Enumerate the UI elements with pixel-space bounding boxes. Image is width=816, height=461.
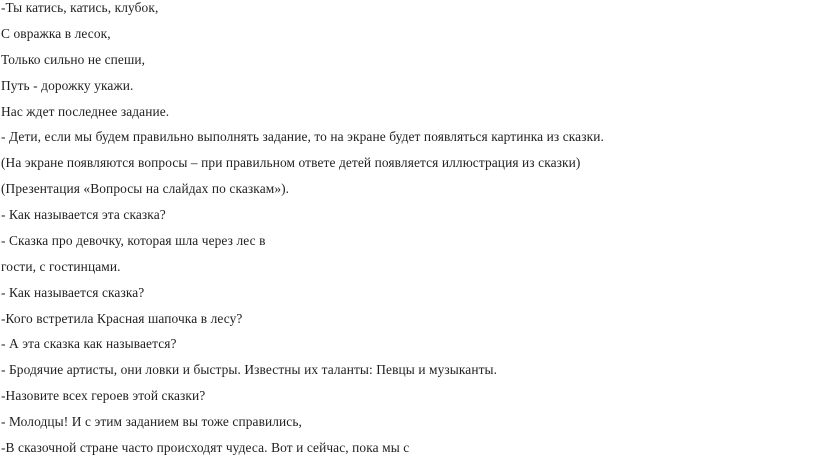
text-line: -В сказочной стране часто происходят чудеса. Вот и сейчас, пока мы с (1, 439, 410, 455)
text-line: Только сильно не спеши, (1, 51, 146, 67)
text-line: - Дети, если мы будем правильно выполнять задание, то на экране будет появляться картинка из сказки. (1, 129, 604, 145)
text-line: - Как называется сказка? (1, 284, 145, 300)
text-line: - А эта сказка как называется? (1, 336, 177, 352)
text-line: -Назовите всех героев этой сказки? (1, 388, 206, 404)
text-line: -Ты катись, катись, клубок, (1, 0, 159, 15)
text-line: - Молодцы! И с этим заданием вы тоже справились, (1, 414, 303, 429)
text-line: (Презентация «Вопросы на слайдах по сказкам»). (1, 181, 290, 197)
text-line: - Бродячие артисты, они ловки и быстры. Известны их таланты: Певцы и музыканты. (1, 362, 498, 378)
text-line: - Сказка про девочку, которая шла через лес в (1, 232, 266, 248)
text-line: С овражка в лесок, (1, 25, 111, 41)
text-line: Нас ждет последнее задание. (1, 103, 170, 119)
text-line: (На экране появляются вопросы – при правильном ответе детей появляется иллюстрация из сказки) (1, 155, 581, 171)
text-line: - Как называется эта сказка? (1, 207, 166, 222)
document-text (1, 0, 816, 461)
text-line: гости, с гостинцами. (1, 258, 121, 274)
text-line: -Кого встретила Красная шапочка в лесу? (1, 310, 243, 326)
text-line: Путь - дорожку укажи. (1, 77, 134, 93)
